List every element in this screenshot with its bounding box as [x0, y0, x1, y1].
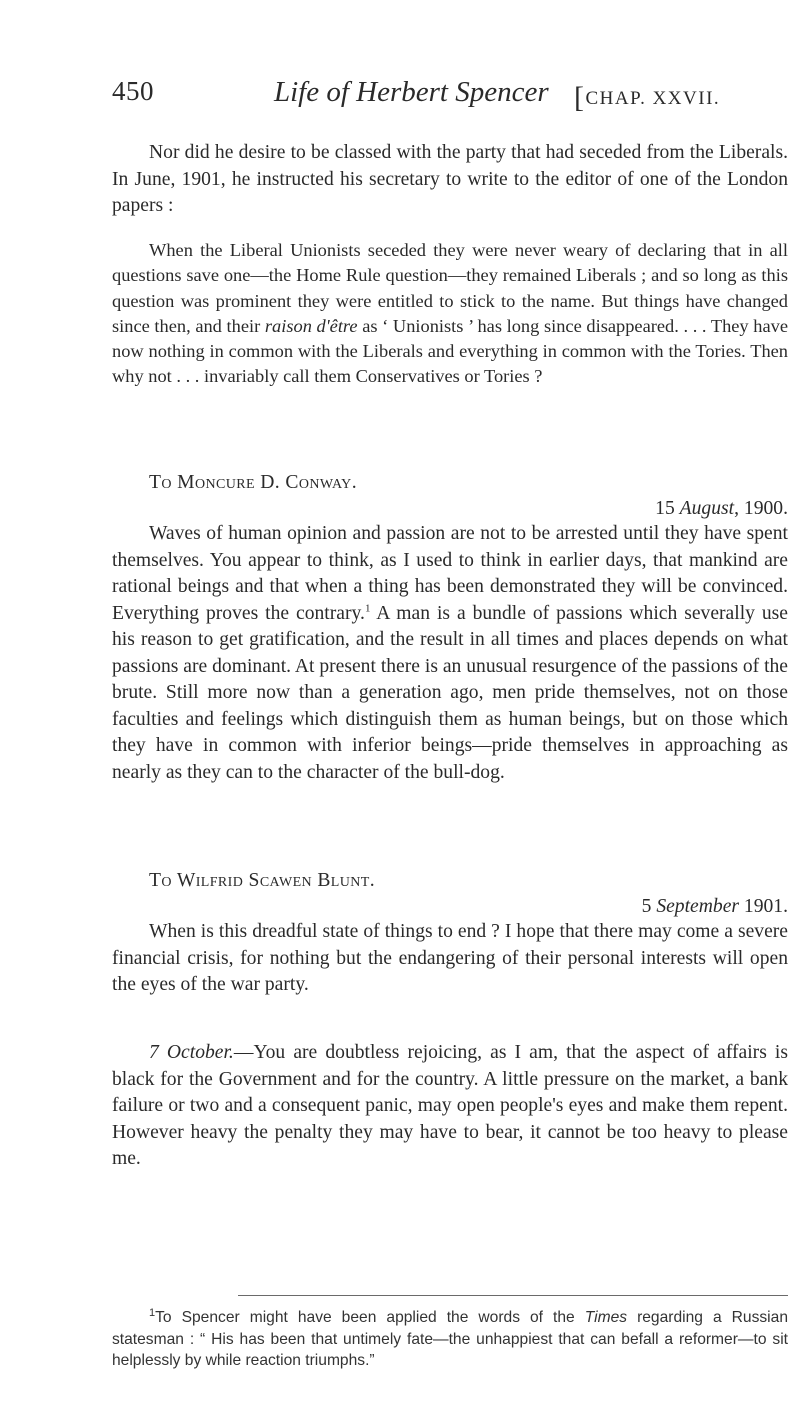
chapter-label: CHAP. XXVII.: [585, 88, 721, 109]
quote-text-part2: as ‘ Unionists ’ has long since disappeared. . . . They have now nothing in common with the Liberals and everything in common with the Tories. Then why not . . . invariably call them Conservatives or Tories ?: [112, 315, 788, 387]
quoted-letter-paragraph: [112, 238, 788, 390]
date-day: 5: [641, 896, 657, 917]
letter-heading-conway: [112, 470, 788, 522]
chapter-reference: [574, 78, 720, 112]
footnote-italic: Times: [584, 1309, 628, 1327]
footnote-marker: 1: [149, 1307, 156, 1319]
date-month: September: [656, 896, 740, 917]
date-month: August: [679, 498, 735, 519]
running-title: Life of Herbert Spencer: [274, 76, 549, 108]
page-header: [112, 76, 800, 116]
page-number: 450: [112, 76, 154, 106]
letter-heading-blunt: [112, 868, 788, 920]
footnote-text-part2: regarding a Russian statesman : “ His has been that untimely fate—the unhappiest that can befall a reformer—to sit helplessly by while reaction triumphs.”: [112, 1309, 788, 1370]
footnote-divider: [238, 1295, 788, 1296]
quote-italic-phrase: raison d'être: [264, 315, 358, 336]
letter-date: [112, 894, 788, 920]
intro-paragraph: Nor did he desire to be classed with the party that had seceded from the Liberals. In June, 1901, he instructed his secretary to write to the editor of one of the London papers :: [112, 142, 788, 216]
letter-body-conway: [112, 521, 788, 786]
letter-recipient: To Moncure D. Conway.: [149, 472, 357, 493]
letter-text-part1: Waves of human opinion and passion are not to be arrested until they have spent themselves. You appear to think, as I used to think in earlier days, that mankind are rational beings and that when a thing has been demonstrated they will be convinced. Everything proves the contrary.: [112, 523, 788, 624]
chapter-bracket: [: [574, 81, 586, 114]
quote-text-part1: When the Liberal Unionists seceded they were never weary of declaring that in all questions save one—the Home Rule question—they remained Liberals ; and so long as this question was prominent they were entitled to stick to the name. But things have changed since then, and their: [112, 240, 788, 336]
date-year: 1901.: [739, 896, 788, 917]
letter-body-blunt: When is this dreadful state of things to end ? I hope that there may come a severe financial crisis, for nothing but the endangering of their personal interests will open the eyes of the war party.: [112, 921, 788, 995]
date-year: , 1900.: [734, 498, 788, 519]
letter-date-october: 7 October.: [149, 1042, 234, 1063]
footnote: [112, 1303, 788, 1372]
footnote-text-part1: To Spencer might have been applied the words of the: [155, 1309, 585, 1327]
date-day: 15: [655, 498, 680, 519]
letter-body-october: [112, 1040, 788, 1173]
letter-text-october: —You are doubtless rejoicing, as I am, that the aspect of affairs is black for the Government and for the country. A little pressure on the market, a bank failure or two and a consequent panic, may open people's eyes and make them repent. However heavy the penalty they may have to bear, it cannot be too heavy to please me.: [112, 1042, 788, 1169]
footnote-reference[interactable]: 1: [364, 601, 371, 614]
letter-recipient: To Wilfrid Scawen Blunt.: [149, 870, 376, 891]
letter-text-part2: A man is a bundle of passions which severally use his reason to get gratification, and the result in all times and places depends on what passions are dominant. At present there is an unusual resurgence of the passions of the brute. Still more now than a generation ago, men pride themselves, not on those faculties and feelings which distinguish them as human beings, but on those which they have in common with inferior beings—pride themselves in approaching as nearly as they can to the character of the bull-dog.: [112, 602, 789, 783]
letter-date: [112, 496, 788, 522]
